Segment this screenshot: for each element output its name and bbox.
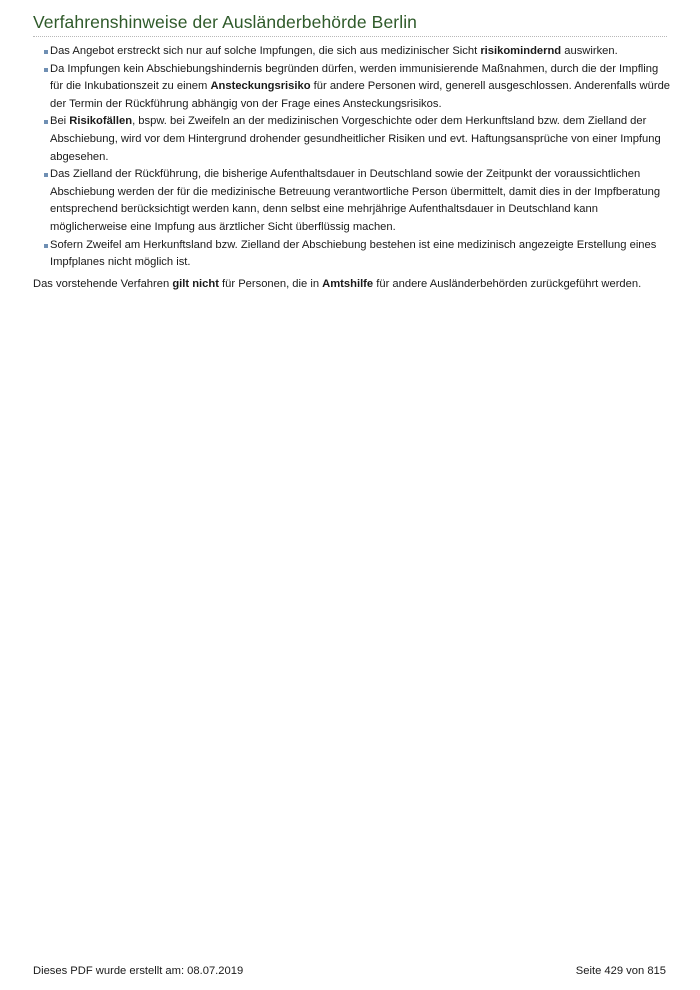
note-text: Das vorstehende Verfahren — [33, 277, 173, 290]
square-bullet-icon — [44, 173, 48, 177]
square-bullet-icon — [44, 120, 48, 124]
list-item — [33, 166, 673, 236]
list-item — [33, 43, 673, 61]
footer-created-date: Dieses PDF wurde erstellt am: 08.07.2019 — [33, 965, 244, 977]
square-bullet-icon — [44, 50, 48, 54]
list-item-text: für andere Personen wird, generell ausgeschlossen. Anderenfalls würde der Termin der Rückführung abhängig von der Frage eines Ansteckungsrisikos. — [50, 80, 671, 110]
emphasis-text: Risikofällen — [69, 115, 133, 128]
emphasis-text: gilt nicht — [172, 277, 219, 290]
list-item — [33, 61, 673, 114]
emphasis-text: risikomindernd — [480, 45, 562, 57]
list-item-text: Bei — [50, 115, 70, 128]
document-body — [33, 43, 673, 293]
note-text: für andere Ausländerbehörden zurückgeführt werden. — [373, 277, 642, 290]
title-divider — [33, 36, 667, 37]
square-bullet-icon — [44, 244, 48, 248]
list-item-text: Da Impfungen kein Abschiebungshindernis begründen dürfen, werden immunisierende Maßnahmen, durch die der Impfling für die Inkubationszeit zu einem — [50, 62, 659, 93]
procedure-note — [33, 276, 673, 294]
list-item-text: , bspw. bei Zweifeln an der medizinischen Vorgeschichte oder dem Herkunftsland bzw. dem Zielland der Abschiebung, wird vor dem Hintergrund drohender gesundheitlicher Risiken und evt. Haftungsansprüche von einer Impfung abgesehen. — [50, 115, 661, 163]
list-item-text: auswirken. — [561, 45, 618, 57]
emphasis-text: Ansteckungsrisiko — [210, 80, 311, 93]
list-item-text: Das Zielland der Rückführung, die bisherige Aufenthaltsdauer in Deutschland sowie der Zeitpunkt der voraussichtlichen Abschiebung werden der für die medizinische Betreuung verantwortliche Person übermittelt, damit dies in der Impfberatung entsprechend berücksichtigt werden kann, denn selbst eine mehrjährige Aufenthaltsdauer in Deutschland kann möglicherweise eine Impfung aus ärztlicher Sicht überflüssig machen. — [50, 168, 661, 233]
square-bullet-icon — [44, 68, 48, 72]
bullet-list — [33, 43, 673, 272]
list-item — [33, 113, 673, 166]
list-item-text: Sofern Zweifel am Herkunftsland bzw. Zielland der Abschiebung bestehen ist eine medizinisch angezeigte Erstellung eines Impfplanes nicht möglich ist. — [50, 238, 657, 269]
list-item-text: Das Angebot erstreckt sich nur auf solche Impfungen, die sich aus medizinischer Sicht — [50, 45, 481, 57]
list-item — [33, 237, 673, 272]
page-title: Verfahrenshinweise der Ausländerbehörde Berlin — [33, 12, 418, 32]
footer-page-number: Seite 429 von 815 — [575, 965, 666, 977]
note-text: für Personen, die in — [218, 277, 323, 290]
emphasis-text: Amtshilfe — [322, 277, 374, 290]
